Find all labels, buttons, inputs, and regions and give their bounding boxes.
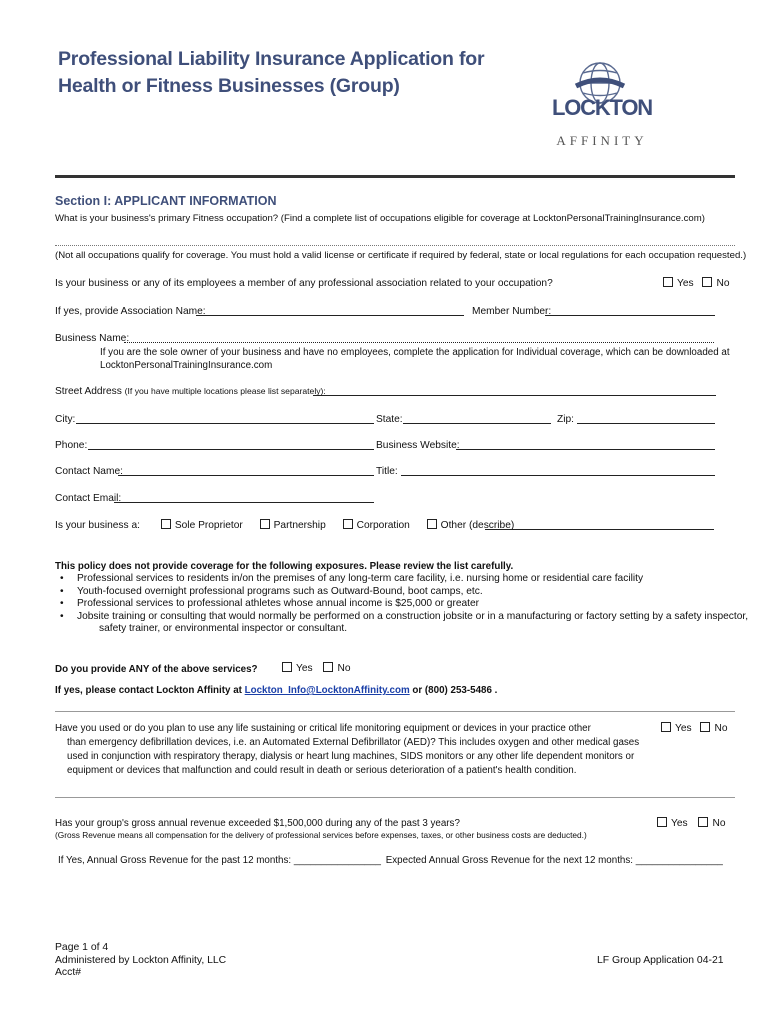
exposure-item: • Professional services to residents in/on the premises of any long-term care facility, i.e. nursing home or residential care facility (55, 573, 735, 586)
street-address-field[interactable] (313, 385, 716, 396)
administered-by: Administered by Lockton Affinity, LLC (55, 954, 227, 966)
sole-proprietor-checkbox[interactable] (161, 519, 171, 529)
business-type-row (55, 519, 514, 532)
contact-email-link[interactable]: Lockton_Info@LocktonAffinity.com (244, 685, 410, 696)
occupation-note: (Not all occupations qualify for coverage. You must hold a valid license or certificate if required by federal, state or local regulations for each occupation requested.) (55, 250, 747, 261)
revenue-options: Yes No (657, 817, 726, 830)
life-support-no-checkbox[interactable] (700, 722, 710, 732)
past-revenue-label[interactable]: If Yes, Annual Gross Revenue for the past 12 months: ________________ (58, 855, 381, 866)
exposures-list (55, 573, 749, 636)
city-label: City: (55, 414, 76, 425)
services-yes-checkbox[interactable] (282, 662, 292, 672)
revenue-note: (Gross Revenue means all compensation for the delivery of professional services before expenses, taxes, or other business costs are deducted.) (55, 830, 587, 840)
phone-field[interactable] (88, 439, 374, 450)
title-label: Title: (376, 466, 398, 477)
revenue-amounts (58, 854, 723, 867)
sole-owner-note: If you are the sole owner of your business and have no employees, complete the application for Individual coverage, which can be downloaded at LocktonPersonalTrainingInsurance.com (100, 347, 730, 371)
zip-label: Zip: (557, 414, 574, 425)
revenue-no-checkbox[interactable] (698, 817, 708, 827)
form-id: LF Group Application 04-21 (597, 955, 724, 966)
page-number: Page 1 of 4 (55, 942, 109, 953)
contact-name-label: Contact Name: (55, 466, 123, 477)
zip-field[interactable] (577, 413, 715, 424)
acct-label: Acct# (55, 967, 81, 978)
association-name-field[interactable] (196, 305, 464, 316)
member-number-field[interactable] (545, 305, 715, 316)
corporation-checkbox[interactable] (343, 519, 353, 529)
exposure-item: • Youth-focused overnight professional programs such as Outward-Bound, boot camps, etc. (55, 586, 735, 599)
association-no-checkbox[interactable] (702, 277, 712, 287)
other-label: Other (describe) (440, 520, 515, 531)
exposure-item: • Jobsite training or consulting that would normally be performed on a construction jobsite or in a manufacturing or factory setting by a safety inspector, (55, 611, 735, 624)
services-no-checkbox[interactable] (323, 662, 333, 672)
contact-line: If yes, please contact Lockton Affinity at Lockton_Info@LocktonAffinity.com or (800) 253-5486 . (55, 685, 498, 696)
life-support-options: Yes No (661, 722, 728, 735)
title-field[interactable] (401, 465, 715, 476)
state-label: State: (376, 414, 403, 425)
svg-text:AFFINITY: AFFINITY (556, 133, 648, 148)
divider-1 (55, 711, 735, 712)
provide-services-question: Do you provide ANY of the above services? (55, 664, 258, 675)
corporation-label: Corporation (356, 520, 410, 531)
business-name-field[interactable] (124, 332, 714, 343)
contact-name-field[interactable] (118, 465, 374, 476)
revenue-yes-checkbox[interactable] (657, 817, 667, 827)
other-checkbox[interactable] (427, 519, 437, 529)
title-line-1: Professional Liability Insurance Application for (58, 48, 485, 70)
title-line-2: Health or Fitness Businesses (Group) (58, 75, 400, 97)
association-yes-checkbox[interactable] (663, 277, 673, 287)
exposures-heading: This policy does not provide coverage for the following exposures. Please review the list carefully. (55, 561, 514, 572)
life-support-question: Have you used or do you plan to use any life sustaining or critical life monitoring equipment or devices in your practice other than emergency defibrillation devices, i.e. an Automated External Defibrillator (AED)? This includes oxygen and other medical gases used in conjunction with respiratory therapy, dialysis or heart lung machines, SIDS monitors or any other life dependent monitors or equipment or devices that malfunction and could result in death or serious deterioration of a patient's health condition. (55, 723, 640, 776)
website-field[interactable] (456, 439, 715, 450)
partnership-checkbox[interactable] (260, 519, 270, 529)
association-options: Yes No (663, 277, 730, 290)
footer-left (55, 942, 226, 980)
page-title (58, 46, 484, 100)
exposure-item: • Professional services to professional athletes whose annual income is $25,000 or greater (55, 598, 735, 611)
revenue-question: Has your group's gross annual revenue exceeded $1,500,000 during any of the past 3 years? (55, 818, 460, 829)
contact-email-label: Contact Email: (55, 493, 122, 504)
website-label: Business Website: (376, 440, 460, 451)
provide-services-options: Yes No (282, 662, 351, 675)
svg-text:LOCKTON: LOCKTON (552, 95, 652, 120)
phone-label: Phone: (55, 440, 88, 451)
header-divider (55, 175, 735, 178)
exposure-item-continued: safety trainer, or environmental inspector or consultant. (99, 623, 348, 635)
life-support-yes-checkbox[interactable] (661, 722, 671, 732)
occupation-field[interactable] (55, 237, 735, 246)
sole-proprietor-label: Sole Proprietor (174, 520, 243, 531)
street-address-label: Street Address (If you have multiple locations please list separately): (55, 386, 326, 397)
other-describe-field[interactable] (485, 519, 714, 530)
lockton-logo (540, 60, 665, 155)
city-field[interactable] (76, 413, 374, 424)
contact-email-field[interactable] (114, 492, 374, 503)
member-number-label: Member Number: (472, 306, 552, 317)
divider-2 (55, 797, 735, 798)
business-type-label: Is your business a: (55, 520, 140, 531)
next-revenue-label[interactable]: Expected Annual Gross Revenue for the next 12 months: ________________ (385, 855, 723, 866)
association-question: Is your business or any of its employees a member of any professional association related to your occupation? (55, 278, 553, 289)
section-heading: Section I: APPLICANT INFORMATION (55, 194, 277, 208)
business-name-label: Business Name: (55, 333, 130, 344)
occupation-question: What is your business's primary Fitness occupation? (Find a complete list of occupations eligible for coverage at LocktonPersonalTrainingInsurance.com) (55, 213, 705, 224)
partnership-label: Partnership (273, 520, 326, 531)
association-name-label: If yes, provide Association Name: (55, 306, 206, 317)
state-field[interactable] (403, 413, 551, 424)
